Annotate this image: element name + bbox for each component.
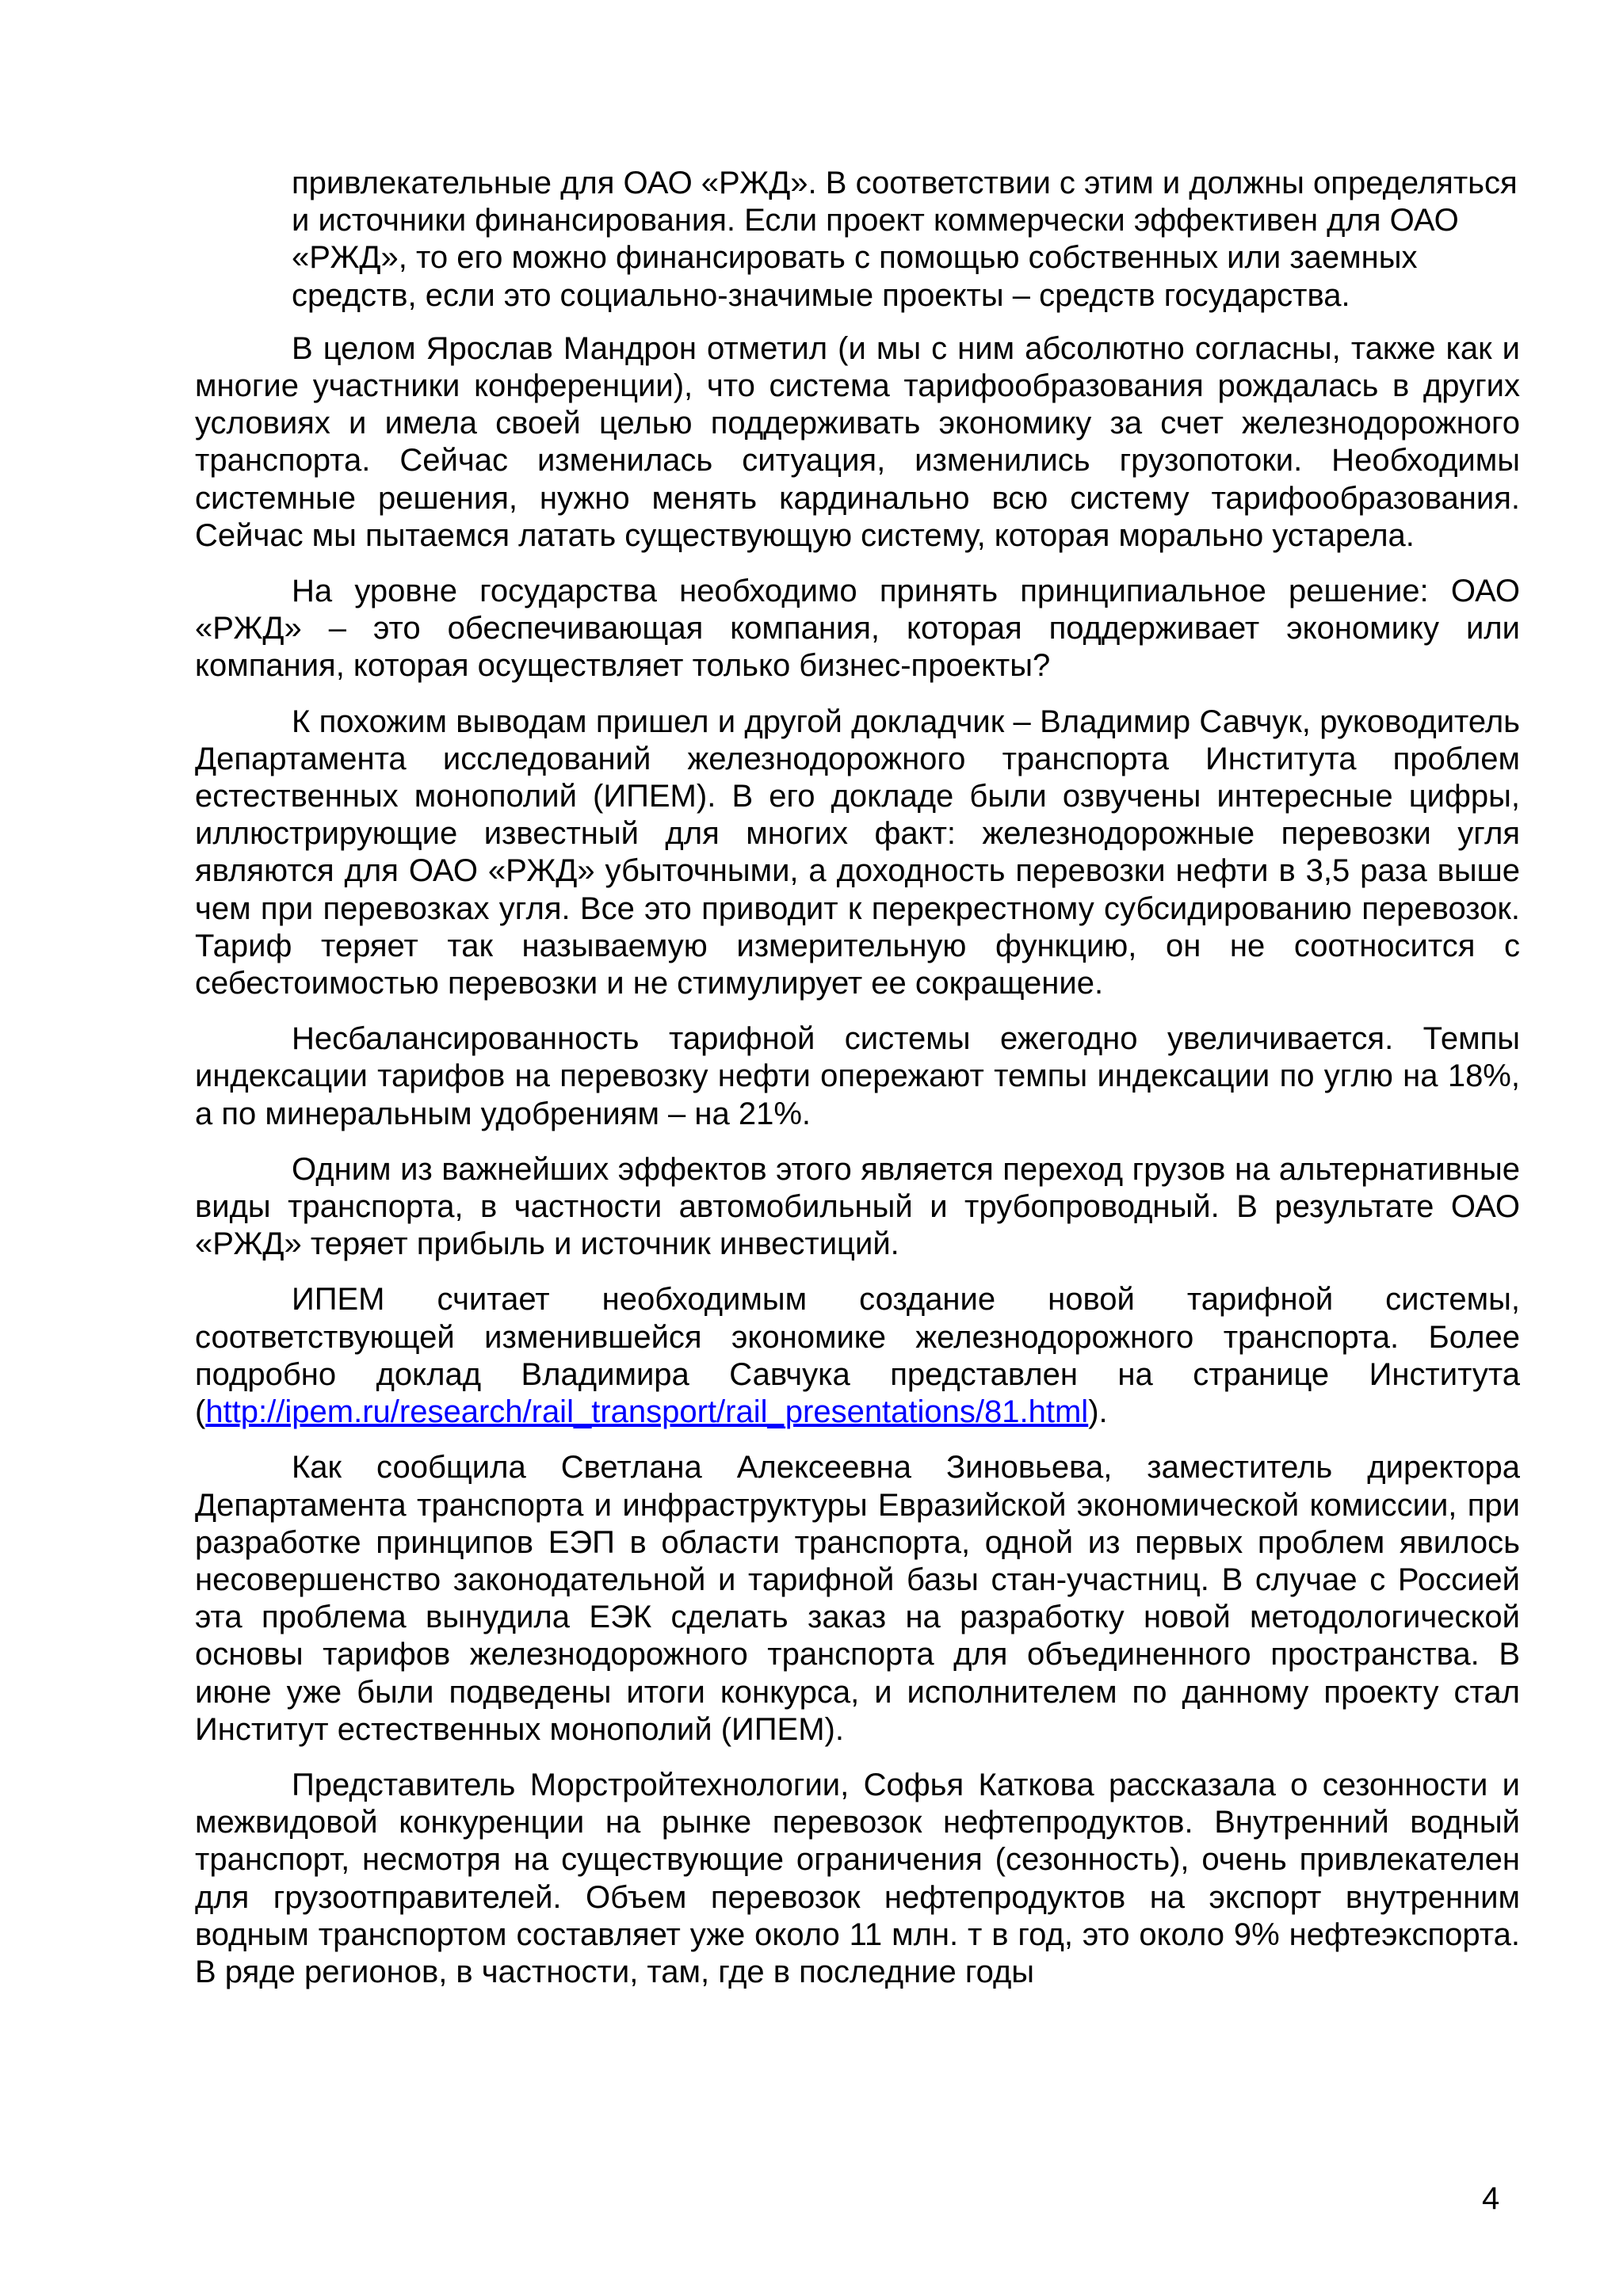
page-number: 4	[1482, 2181, 1500, 2216]
paragraph-cargo-shift: Одним из важнейших эффектов этого является переход грузов на альтернативные виды транспорта, в частности автомобильный и трубопроводный. В результате ОАО «РЖД» теряет прибыль и источник инвестиций.	[195, 1151, 1520, 1262]
paragraph-savchuk-report: К похожим выводам пришел и другой докладчик – Владимир Савчук, руководитель Департамента исследований железнодорожного транспорта Института проблем естественных монополий (ИПЕМ). В его докладе были озвучены интересные цифры, иллюстрирующие известный для многих факт: железнодорожные перевозки угля являются для ОАО «РЖД» убыточными, а доходность перевозки нефти в 3,5 раза выше чем при перевозках угля. Все это приводит к перекрестному субсидированию перевозок. Тариф теряет так называемую измерительную функцию, он не соотносится с себестоимостью перевозки и не стимулирует ее сокращение.	[195, 704, 1520, 1001]
ipem-text-before-link: ИПЕМ считает необходимым создание новой тарифной системы, соответствующей изменившейся экономике железнодорожного транспорта. Более подробно доклад Владимира Савчука представлен на странице Института (	[195, 1282, 1520, 1430]
paragraph-katkova-report: Представитель Морстройтехнологии, Софья Каткова рассказала о сезонности и межвидовой конкуренции на рынке перевозок нефтепродуктов. Внутренний водный транспорт, несмотря на существующие ограничения (сезонность), очень привлекателен для грузоотправителей. Объем перевозок нефтепродуктов на экспорт внутренним водным транспортом составляет уже около 11 млн. т в год, это около 9% нефтеэкспорта. В ряде регионов, в частности, там, где в последние годы	[195, 1767, 1520, 1989]
paragraph-mandron-summary: В целом Ярослав Мандрон отметил (и мы с ним абсолютно согласны, также как и многие участники конференции), что система тарифообразования рождалась в других условиях и имела своей целью поддерживать экономику за счет железнодорожного транспорта. Сейчас изменилась ситуация, изменились грузопотоки. Необходимы системные решения, нужно менять кардинально всю систему тарифообразования. Сейчас мы пытаемся латать существующую систему, которая морально устарела.	[195, 330, 1520, 553]
paragraph-zinovieva-report: Как сообщила Светлана Алексеевна Зиновьева, заместитель директора Департамента транспорта и инфраструктуры Евразийской экономической комиссии, при разработке принципов ЕЭП в области транспорта, одной из первых проблем явилось несовершенство законодательной и тарифной базы стан-участниц. В случае с Россией эта проблема вынудила ЕЭК сделать заказ на разработку новой методологической основы тарифов железнодорожного транспорта для объединенного пространства. В июне уже были подведены итоги конкурса, и исполнителем по данному проекту стал Институт естественных монополий (ИПЕМ).	[195, 1450, 1520, 1747]
document-body	[195, 165, 1520, 2009]
paragraph-tariff-imbalance: Несбалансированность тарифной системы ежегодно увеличивается. Темпы индексации тарифов на перевозку нефти опережают темпы индексации по углю на 18%, а по минеральным удобрениям – на 21%.	[195, 1021, 1520, 1131]
paragraph-ipem-position	[195, 1281, 1520, 1431]
ipem-text-after-link: ).	[1088, 1394, 1108, 1430]
ipem-presentation-link[interactable]: http://ipem.ru/research/rail_transport/rail_presentations/81.html	[205, 1394, 1089, 1430]
paragraph-continuation: привлекательные для ОАО «РЖД». В соответствии с этим и должны определяться и источники финансирования. Если проект коммерчески эффективен для ОАО «РЖД», то его можно финансировать с помощью собственных или заемных средств, если это социально-значимые проекты – средств государства.	[292, 166, 1518, 313]
paragraph-state-decision: На уровне государства необходимо принять принципиальное решение: ОАО «РЖД» – это обеспечивающая компания, которая поддерживает экономику или компания, которая осуществляет только бизнес-проекты?	[195, 574, 1520, 684]
